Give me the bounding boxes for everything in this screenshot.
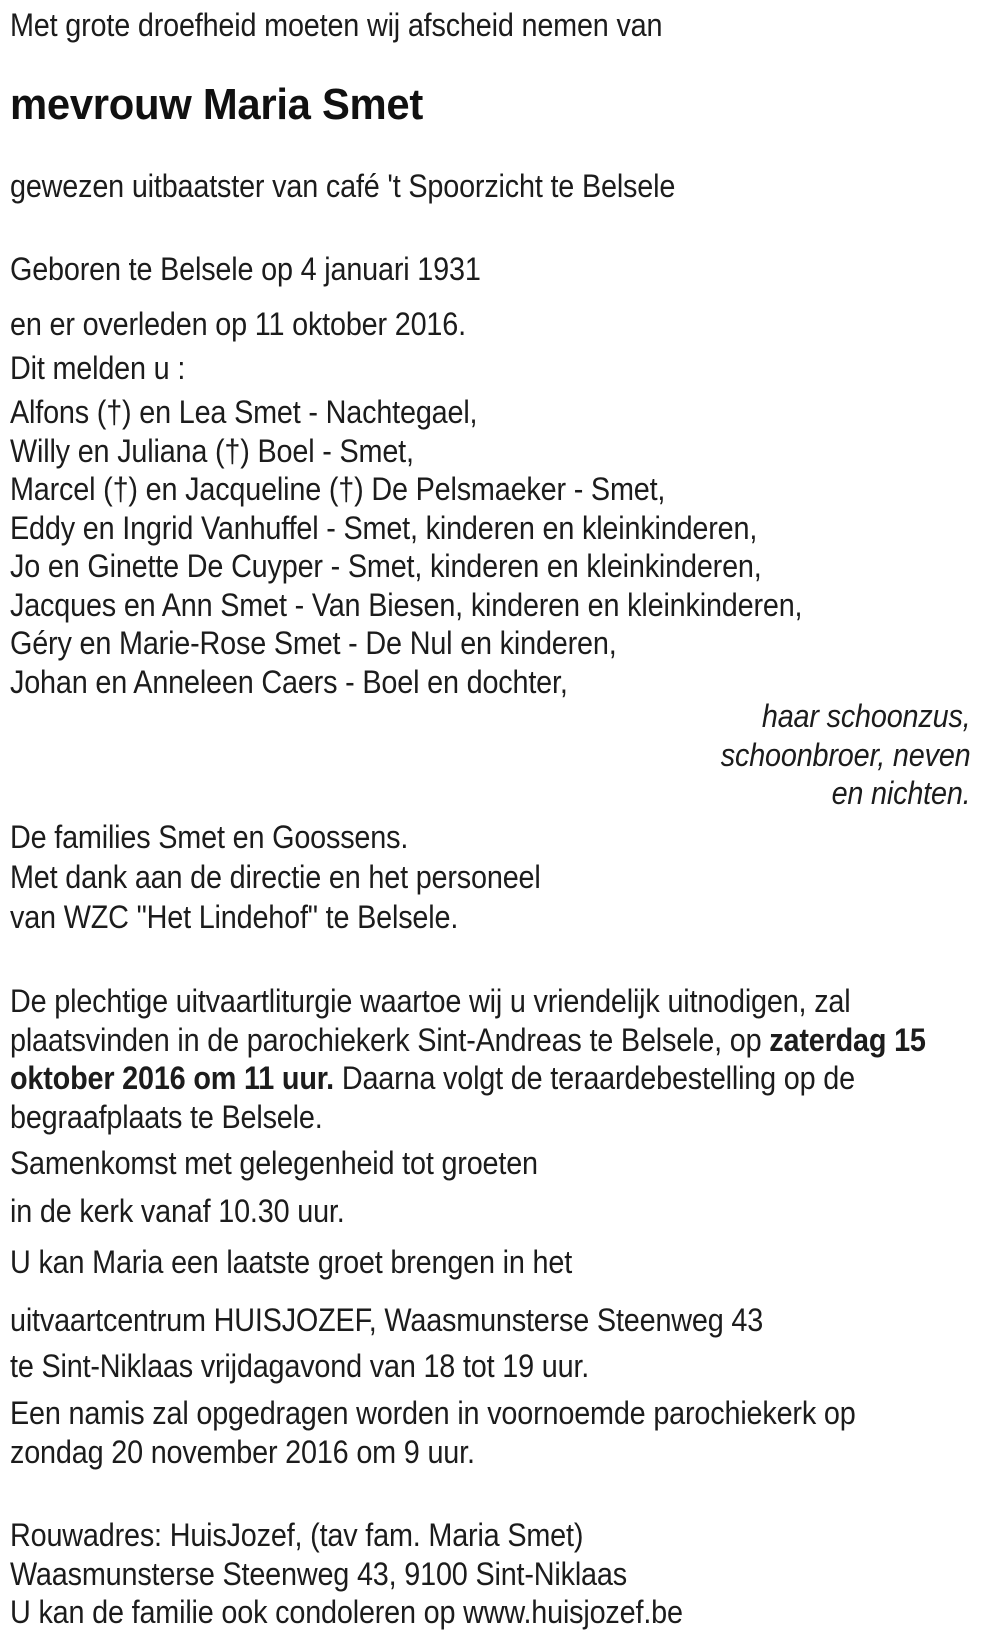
visitation-address-line: uitvaartcentrum HUISJOZEF, Waasmunsterse Steenweg 43	[10, 1302, 764, 1338]
relatives-line: haar schoonzus,	[761, 698, 970, 734]
funeral-line	[10, 1059, 926, 1098]
funeral-time-bold: oktober 2016 om 11 uur.	[10, 1060, 334, 1096]
rouwadres-line: Rouwadres: HuisJozef, (tav fam. Maria Smet)	[10, 1517, 584, 1553]
family-list	[10, 393, 802, 701]
closing-block	[10, 817, 541, 937]
funeral-line	[10, 1021, 926, 1060]
family-member: Jacques en Ann Smet - Van Biesen, kinderen en kleinkinderen,	[10, 586, 803, 623]
deceased-name: mevrouw Maria Smet	[10, 80, 424, 129]
relatives-note	[720, 697, 970, 813]
gathering-line: Samenkomst met gelegenheid tot groeten	[10, 1145, 538, 1181]
gathering-time-line: in de kerk vanaf 10.30 uur.	[10, 1193, 345, 1229]
relatives-line: en nichten.	[831, 775, 970, 811]
family-member: Alfons (†) en Lea Smet - Nachtegael,	[10, 394, 478, 430]
contact-block	[10, 1516, 683, 1632]
thanks-line: van WZC "Het Lindehof" te Belsele.	[10, 899, 459, 935]
funeral-line: begraafplaats te Belsele.	[10, 1098, 323, 1135]
family-member: Géry en Marie-Rose Smet - De Nul en kinderen,	[10, 625, 617, 661]
visitation-line: U kan Maria een laatste groet brengen in het	[10, 1244, 573, 1280]
memorial-line: Een namis zal opgedragen worden in voornoemde parochiekerk op	[10, 1395, 856, 1431]
address-line: Waasmunsterse Steenweg 43, 9100 Sint-Niklaas	[10, 1555, 627, 1592]
visitation-time-line: te Sint-Niklaas vrijdagavond van 18 tot 19 uur.	[10, 1348, 590, 1384]
family-member: Jo en Ginette De Cuyper - Smet, kinderen en kleinkinderen,	[10, 548, 762, 584]
funeral-line-text: Daarna volgt de teraardebestelling op de	[334, 1060, 855, 1096]
occupation-line: gewezen uitbaatster van café 't Spoorzicht te Belsele	[10, 168, 676, 204]
condolence-line: U kan de familie ook condoleren op www.huisjozef.be	[10, 1594, 683, 1630]
memorial-line: zondag 20 november 2016 om 9 uur.	[10, 1433, 475, 1470]
funeral-line-text: plaatsvinden in de parochiekerk Sint-Andreas te Belsele, op	[10, 1021, 770, 1058]
family-member: Johan en Anneleen Caers - Boel en dochter,	[10, 663, 568, 700]
family-member: Eddy en Ingrid Vanhuffel - Smet, kinderen en kleinkinderen,	[10, 509, 758, 546]
funeral-date-bold: zaterdag 15	[769, 1021, 926, 1058]
birth-line: Geboren te Belsele op 4 januari 1931	[10, 251, 481, 287]
family-member: Willy en Juliana (†) Boel - Smet,	[10, 432, 414, 469]
family-member: Marcel (†) en Jacqueline (†) De Pelsmaeker - Smet,	[10, 471, 666, 507]
thanks-line: Met dank aan de directie en het personeel	[10, 859, 541, 895]
relatives-line: schoonbroer, neven	[720, 736, 970, 773]
funeral-paragraph	[10, 982, 926, 1136]
funeral-line: De plechtige uitvaartliturgie waartoe wij u vriendelijk uitnodigen, zal	[10, 983, 851, 1019]
death-line: en er overleden op 11 oktober 2016.	[10, 306, 466, 342]
intro-line: Met grote droefheid moeten wij afscheid nemen van	[10, 7, 663, 43]
memorial-paragraph	[10, 1394, 856, 1471]
announcement-label: Dit melden u :	[10, 350, 186, 386]
families-line: De families Smet en Goossens.	[10, 819, 409, 855]
